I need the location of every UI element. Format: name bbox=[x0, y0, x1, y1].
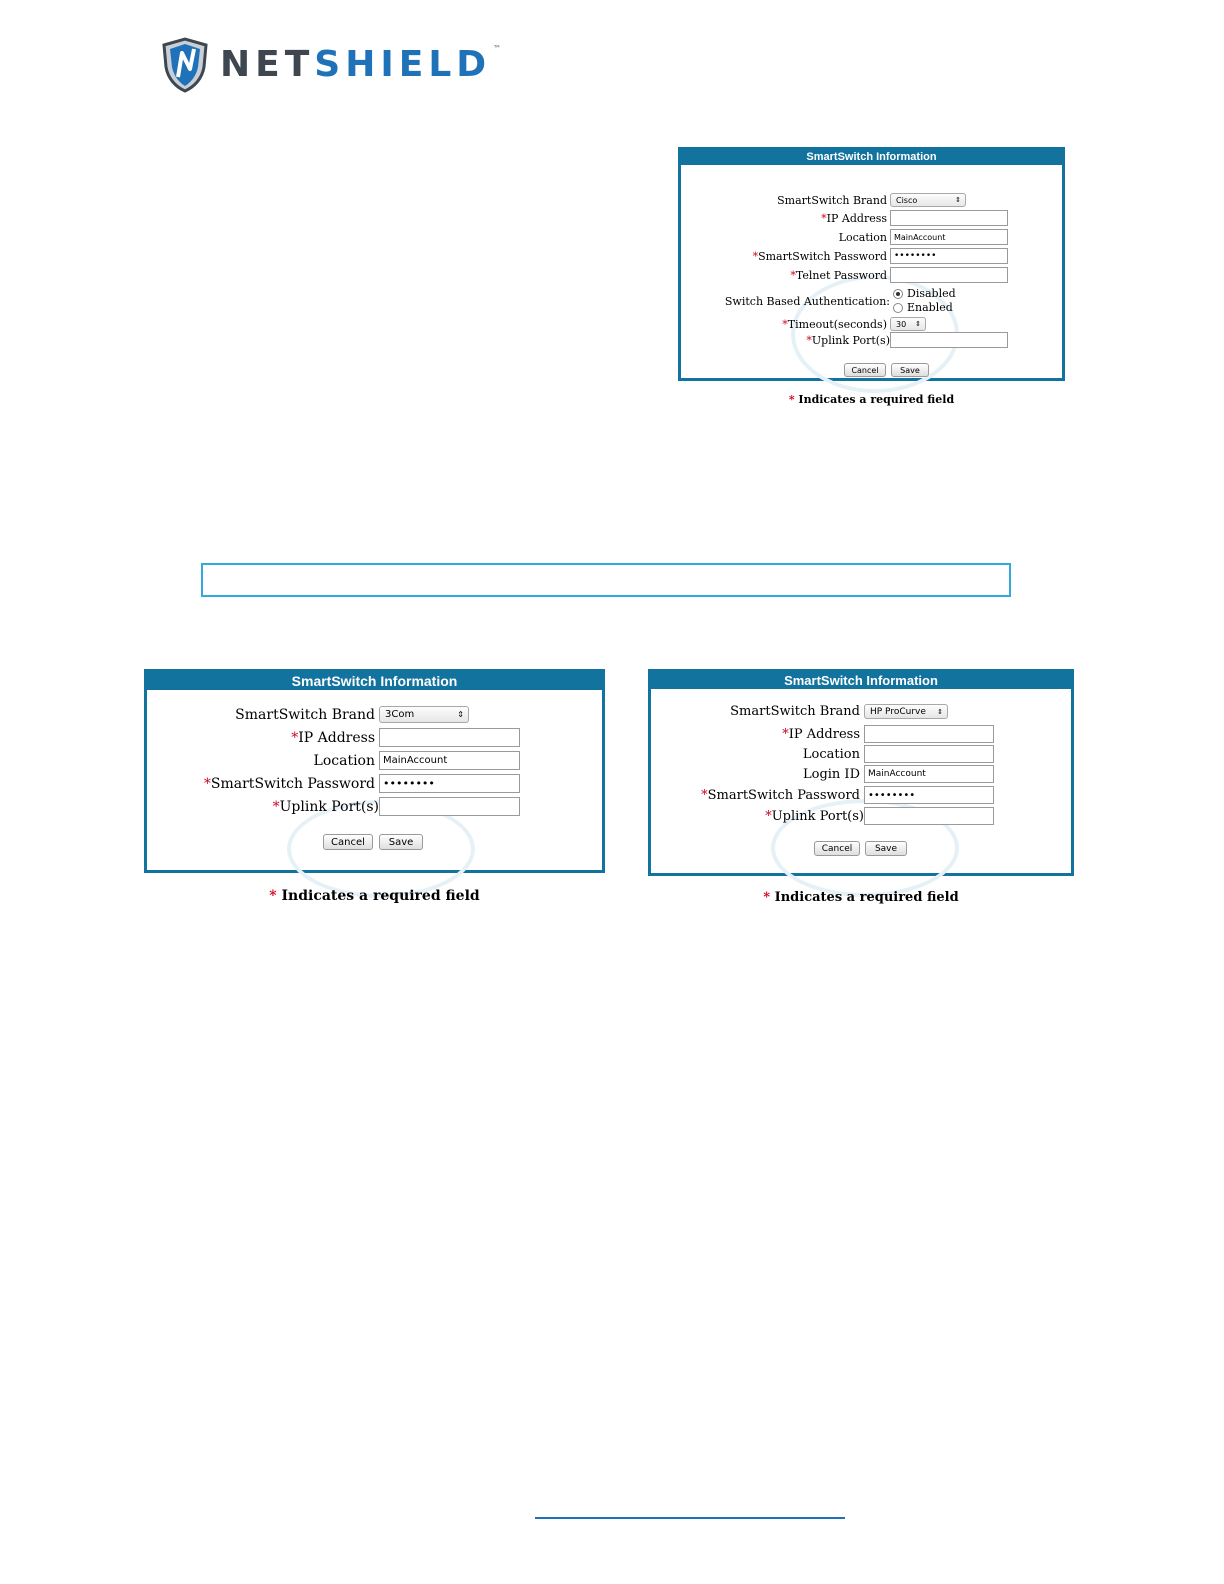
panel-title: SmartSwitch Information bbox=[681, 150, 1062, 165]
cancel-button[interactable]: Cancel bbox=[844, 363, 886, 377]
select-arrows-icon: ⇕ bbox=[457, 710, 464, 719]
brand-select[interactable] bbox=[379, 706, 469, 723]
radio-unselected[interactable] bbox=[893, 303, 903, 313]
panel-title: SmartSwitch Information bbox=[147, 672, 602, 690]
brand-select-value: HP ProCurve bbox=[870, 706, 926, 717]
timeout-select[interactable] bbox=[890, 317, 926, 331]
netshield-logo bbox=[160, 36, 550, 94]
cancel-button[interactable]: Cancel bbox=[814, 841, 860, 856]
uplink-label: *Uplink Port(s) bbox=[806, 333, 890, 347]
smartswitch-panel-3com bbox=[144, 669, 605, 873]
sba-radio-group bbox=[893, 287, 956, 315]
uplink-ports-input[interactable] bbox=[379, 797, 520, 816]
brand-select-value: 3Com bbox=[385, 709, 415, 720]
location-label: Location bbox=[838, 230, 887, 244]
radio-selected[interactable] bbox=[893, 289, 903, 299]
location-input[interactable] bbox=[864, 745, 994, 763]
sba-label: Switch Based Authentication: bbox=[724, 294, 890, 308]
location-input[interactable]: MainAccount bbox=[890, 229, 1008, 245]
uplink-label: *Uplink Port(s) bbox=[272, 798, 379, 815]
select-arrows-icon: ⇕ bbox=[915, 320, 921, 328]
ip-label: *IP Address bbox=[782, 726, 860, 742]
select-arrows-icon: ⇕ bbox=[955, 196, 961, 204]
save-button[interactable]: Save bbox=[865, 841, 907, 856]
brand-label: SmartSwitch Brand bbox=[777, 193, 887, 207]
telnet-password-input[interactable] bbox=[890, 267, 1008, 283]
brand-label: SmartSwitch Brand bbox=[235, 706, 375, 723]
required-field-note: * Indicates a required field bbox=[269, 888, 480, 904]
location-label: Location bbox=[802, 746, 860, 762]
ip-address-input[interactable] bbox=[379, 728, 520, 747]
uplink-ports-input[interactable] bbox=[890, 332, 1008, 348]
timeout-select-value: 30 bbox=[896, 319, 907, 329]
trademark-mark: ™ bbox=[493, 44, 502, 53]
smartswitch-panel-cisco bbox=[678, 147, 1065, 381]
save-button[interactable]: Save bbox=[379, 834, 423, 850]
ip-label: *IP Address bbox=[291, 729, 375, 746]
footer-link-underline bbox=[535, 1517, 845, 1519]
smartswitch-panel-hp-procurve bbox=[648, 669, 1074, 876]
sba-option-enabled[interactable]: Enabled bbox=[893, 301, 956, 315]
brand-select[interactable] bbox=[864, 704, 948, 719]
telnet-label: *Telnet Password bbox=[790, 268, 887, 282]
password-label: *SmartSwitch Password bbox=[701, 787, 860, 803]
ip-label: *IP Address bbox=[821, 211, 887, 225]
timeout-label: *Timeout(seconds) bbox=[782, 317, 887, 331]
ip-address-input[interactable] bbox=[890, 210, 1008, 226]
panel-title: SmartSwitch Information bbox=[651, 672, 1071, 689]
location-label: Location bbox=[313, 752, 375, 769]
logo-wordmark: NETSHIELD bbox=[220, 44, 492, 85]
brand-label: SmartSwitch Brand bbox=[730, 704, 860, 719]
uplink-label: *Uplink Port(s) bbox=[765, 808, 864, 824]
shield-logo-icon bbox=[160, 37, 210, 93]
select-arrows-icon: ⇕ bbox=[937, 707, 943, 716]
password-input[interactable]: •••••••• bbox=[890, 248, 1008, 264]
brand-select-value: Cisco bbox=[896, 195, 918, 205]
ip-address-input[interactable] bbox=[864, 725, 994, 743]
brand-select[interactable] bbox=[890, 193, 966, 207]
sba-option-disabled[interactable]: Disabled bbox=[893, 287, 956, 301]
password-label: *SmartSwitch Password bbox=[752, 249, 887, 263]
cancel-button[interactable]: Cancel bbox=[323, 834, 373, 850]
password-input[interactable]: •••••••• bbox=[379, 774, 520, 793]
location-input[interactable]: MainAccount bbox=[379, 751, 520, 770]
save-button[interactable]: Save bbox=[891, 363, 929, 377]
required-field-note: * Indicates a required field bbox=[763, 890, 959, 905]
uplink-ports-input[interactable] bbox=[864, 807, 994, 825]
password-input[interactable]: •••••••• bbox=[864, 786, 994, 804]
login-id-input[interactable]: MainAccount bbox=[864, 765, 994, 783]
login-id-label: Login ID bbox=[802, 766, 860, 782]
required-field-note: * Indicates a required field bbox=[788, 393, 955, 406]
highlight-box bbox=[201, 563, 1011, 597]
password-label: *SmartSwitch Password bbox=[203, 775, 375, 792]
